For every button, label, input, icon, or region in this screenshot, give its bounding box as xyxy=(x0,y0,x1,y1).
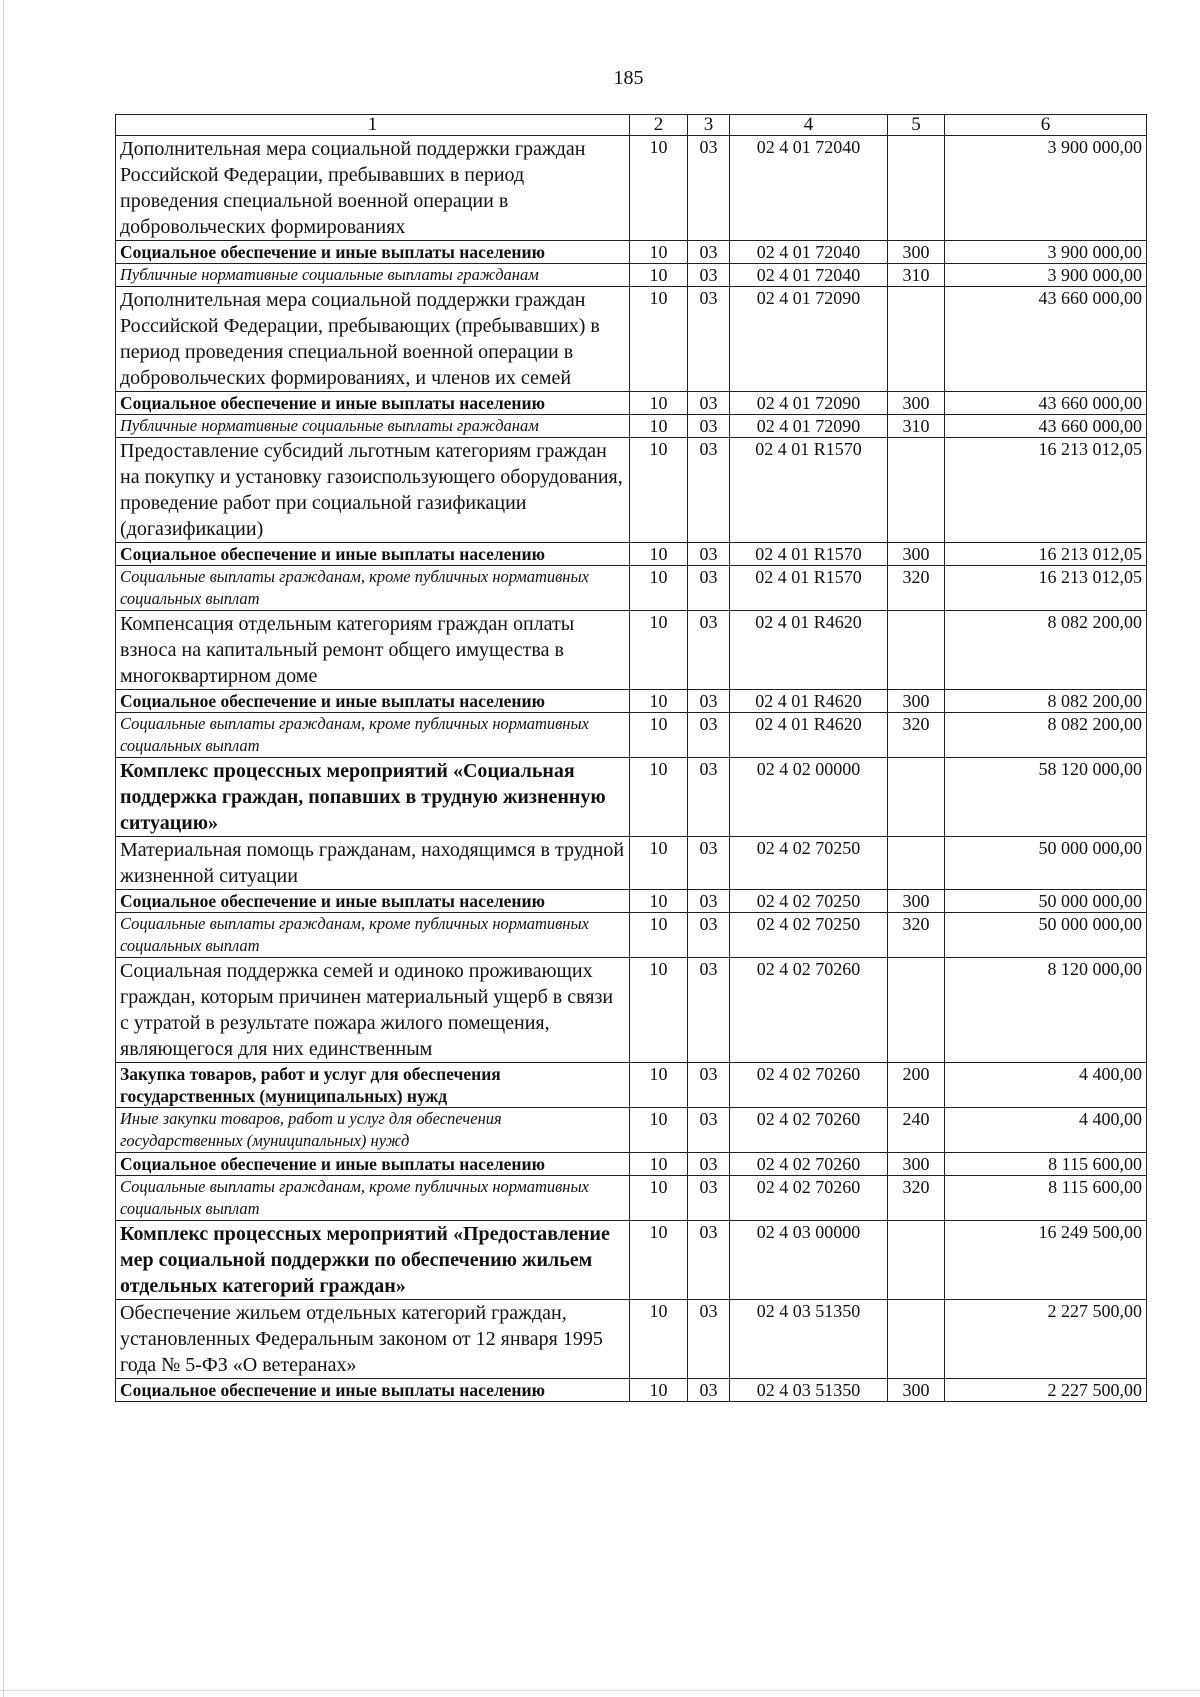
row-name-cell: Предоставление субсидий льготным категориям граждан на покупку и установку газоиспользующего оборудования, проведение работ при социальной газификации (догазификации) xyxy=(116,438,630,543)
table-row xyxy=(116,1379,1147,1402)
page-bottom-edge xyxy=(0,1690,1200,1691)
row-expense-type-cell: 240 xyxy=(888,1108,945,1153)
row-subsection-cell: 03 xyxy=(688,392,730,415)
row-target-article-cell: 02 4 01 R1570 xyxy=(730,566,888,611)
row-name-cell: Социальные выплаты гражданам, кроме публичных нормативных социальных выплат xyxy=(116,1176,630,1221)
table-row xyxy=(116,1153,1147,1176)
row-name-cell: Социальное обеспечение и иные выплаты населению xyxy=(116,392,630,415)
table-row xyxy=(116,438,1147,543)
row-expense-type-cell: 300 xyxy=(888,392,945,415)
row-expense-type-cell: 320 xyxy=(888,713,945,758)
table-row xyxy=(116,1063,1147,1108)
row-name-cell: Дополнительная мера социальной поддержки граждан Российской Федерации, пребывающих (пребывавших) в период проведения специальной военной операции в добровольческих формированиях, и членов их семей xyxy=(116,287,630,392)
row-expense-type-cell: 300 xyxy=(888,890,945,913)
row-subsection-cell: 03 xyxy=(688,264,730,287)
row-target-article-cell: 02 4 01 R1570 xyxy=(730,543,888,566)
table-row xyxy=(116,837,1147,890)
row-target-article-cell: 02 4 02 70250 xyxy=(730,890,888,913)
row-target-article-cell: 02 4 02 70260 xyxy=(730,958,888,1063)
row-section-cell: 10 xyxy=(630,1153,688,1176)
row-expense-type-cell: 320 xyxy=(888,913,945,958)
row-expense-type-cell xyxy=(888,136,945,241)
row-amount-cell: 3 900 000,00 xyxy=(945,136,1147,241)
header-col-6: 6 xyxy=(945,115,1147,136)
row-expense-type-cell xyxy=(888,1221,945,1300)
table-row xyxy=(116,713,1147,758)
row-name-cell: Социальные выплаты гражданам, кроме публичных нормативных социальных выплат xyxy=(116,913,630,958)
row-subsection-cell: 03 xyxy=(688,1063,730,1108)
row-section-cell: 10 xyxy=(630,392,688,415)
table-row xyxy=(116,264,1147,287)
row-expense-type-cell xyxy=(888,1300,945,1379)
header-col-1: 1 xyxy=(116,115,630,136)
row-expense-type-cell xyxy=(888,758,945,837)
header-row xyxy=(116,115,1147,136)
row-expense-type-cell: 300 xyxy=(888,543,945,566)
row-name-cell: Социальное обеспечение и иные выплаты населению xyxy=(116,690,630,713)
row-section-cell: 10 xyxy=(630,611,688,690)
row-target-article-cell: 02 4 02 70260 xyxy=(730,1153,888,1176)
row-target-article-cell: 02 4 02 70260 xyxy=(730,1108,888,1153)
row-amount-cell: 8 115 600,00 xyxy=(945,1176,1147,1221)
row-subsection-cell: 03 xyxy=(688,1108,730,1153)
row-amount-cell: 16 213 012,05 xyxy=(945,438,1147,543)
row-name-cell: Социальные выплаты гражданам, кроме публичных нормативных социальных выплат xyxy=(116,713,630,758)
row-section-cell: 10 xyxy=(630,543,688,566)
row-target-article-cell: 02 4 02 70250 xyxy=(730,837,888,890)
table-row xyxy=(116,611,1147,690)
row-name-cell: Дополнительная мера социальной поддержки граждан Российской Федерации, пребывавших в период проведения специальной военной операции в добровольческих формированиях xyxy=(116,136,630,241)
row-amount-cell: 43 660 000,00 xyxy=(945,287,1147,392)
row-subsection-cell: 03 xyxy=(688,438,730,543)
header-col-3: 3 xyxy=(688,115,730,136)
row-section-cell: 10 xyxy=(630,758,688,837)
row-section-cell: 10 xyxy=(630,958,688,1063)
row-subsection-cell: 03 xyxy=(688,1221,730,1300)
row-amount-cell: 8 082 200,00 xyxy=(945,611,1147,690)
table-row xyxy=(116,1300,1147,1379)
page-number: 185 xyxy=(613,67,644,89)
row-expense-type-cell: 300 xyxy=(888,1153,945,1176)
table-header xyxy=(116,115,1147,136)
row-subsection-cell: 03 xyxy=(688,287,730,392)
row-target-article-cell: 02 4 02 00000 xyxy=(730,758,888,837)
row-target-article-cell: 02 4 01 R4620 xyxy=(730,690,888,713)
row-section-cell: 10 xyxy=(630,1221,688,1300)
row-expense-type-cell: 300 xyxy=(888,241,945,264)
row-expense-type-cell xyxy=(888,837,945,890)
row-name-cell: Закупка товаров, работ и услуг для обеспечения государственных (муниципальных) нужд xyxy=(116,1063,630,1108)
row-subsection-cell: 03 xyxy=(688,1176,730,1221)
row-section-cell: 10 xyxy=(630,136,688,241)
row-target-article-cell: 02 4 02 70250 xyxy=(730,913,888,958)
row-subsection-cell: 03 xyxy=(688,566,730,611)
row-section-cell: 10 xyxy=(630,438,688,543)
row-section-cell: 10 xyxy=(630,690,688,713)
row-amount-cell: 16 249 500,00 xyxy=(945,1221,1147,1300)
row-target-article-cell: 02 4 03 51350 xyxy=(730,1379,888,1402)
row-target-article-cell: 02 4 01 72090 xyxy=(730,415,888,438)
row-amount-cell: 50 000 000,00 xyxy=(945,913,1147,958)
row-name-cell: Обеспечение жильем отдельных категорий граждан, установленных Федеральным законом от 12 января 1995 года № 5-ФЗ «О ветеранах» xyxy=(116,1300,630,1379)
row-name-cell: Социальная поддержка семей и одиноко проживающих граждан, которым причинен материальный ущерб в связи с утратой в результате пожара жилого помещения, являющегося для них единственным xyxy=(116,958,630,1063)
row-name-cell: Публичные нормативные социальные выплаты гражданам xyxy=(116,415,630,438)
row-amount-cell: 8 120 000,00 xyxy=(945,958,1147,1063)
row-section-cell: 10 xyxy=(630,415,688,438)
row-amount-cell: 3 900 000,00 xyxy=(945,264,1147,287)
row-subsection-cell: 03 xyxy=(688,1153,730,1176)
row-amount-cell: 16 213 012,05 xyxy=(945,543,1147,566)
row-amount-cell: 2 227 500,00 xyxy=(945,1300,1147,1379)
row-expense-type-cell: 320 xyxy=(888,1176,945,1221)
table-row xyxy=(116,1176,1147,1221)
table-row xyxy=(116,415,1147,438)
row-amount-cell: 50 000 000,00 xyxy=(945,837,1147,890)
row-name-cell: Социальное обеспечение и иные выплаты населению xyxy=(116,1379,630,1402)
row-name-cell: Социальное обеспечение и иные выплаты населению xyxy=(116,1153,630,1176)
row-section-cell: 10 xyxy=(630,1108,688,1153)
row-target-article-cell: 02 4 01 72090 xyxy=(730,392,888,415)
row-expense-type-cell: 300 xyxy=(888,690,945,713)
row-section-cell: 10 xyxy=(630,264,688,287)
row-section-cell: 10 xyxy=(630,713,688,758)
row-target-article-cell: 02 4 03 51350 xyxy=(730,1300,888,1379)
row-section-cell: 10 xyxy=(630,241,688,264)
row-subsection-cell: 03 xyxy=(688,837,730,890)
table-row xyxy=(116,1221,1147,1300)
row-amount-cell: 43 660 000,00 xyxy=(945,392,1147,415)
row-target-article-cell: 02 4 01 72040 xyxy=(730,264,888,287)
row-name-cell: Комплекс процессных мероприятий «Социальная поддержка граждан, попавших в трудную жизненную ситуацию» xyxy=(116,758,630,837)
table-row xyxy=(116,913,1147,958)
row-name-cell: Публичные нормативные социальные выплаты гражданам xyxy=(116,264,630,287)
row-amount-cell: 58 120 000,00 xyxy=(945,758,1147,837)
table-row xyxy=(116,690,1147,713)
row-expense-type-cell xyxy=(888,958,945,1063)
row-section-cell: 10 xyxy=(630,1063,688,1108)
row-section-cell: 10 xyxy=(630,566,688,611)
row-expense-type-cell: 320 xyxy=(888,566,945,611)
row-amount-cell: 8 082 200,00 xyxy=(945,690,1147,713)
row-name-cell: Комплекс процессных мероприятий «Предоставление мер социальной поддержки по обеспечению жильем отдельных категорий граждан» xyxy=(116,1221,630,1300)
row-subsection-cell: 03 xyxy=(688,1300,730,1379)
row-amount-cell: 50 000 000,00 xyxy=(945,890,1147,913)
table-row xyxy=(116,890,1147,913)
row-target-article-cell: 02 4 03 00000 xyxy=(730,1221,888,1300)
row-section-cell: 10 xyxy=(630,837,688,890)
table-row xyxy=(116,566,1147,611)
row-subsection-cell: 03 xyxy=(688,958,730,1063)
table-row xyxy=(116,758,1147,837)
row-target-article-cell: 02 4 01 72040 xyxy=(730,136,888,241)
row-subsection-cell: 03 xyxy=(688,611,730,690)
row-subsection-cell: 03 xyxy=(688,136,730,241)
table-row xyxy=(116,1108,1147,1153)
row-target-article-cell: 02 4 02 70260 xyxy=(730,1176,888,1221)
table-row xyxy=(116,958,1147,1063)
row-subsection-cell: 03 xyxy=(688,690,730,713)
row-subsection-cell: 03 xyxy=(688,713,730,758)
row-amount-cell: 43 660 000,00 xyxy=(945,415,1147,438)
row-amount-cell: 2 227 500,00 xyxy=(945,1379,1147,1402)
row-name-cell: Социальное обеспечение и иные выплаты населению xyxy=(116,890,630,913)
row-target-article-cell: 02 4 01 R4620 xyxy=(730,611,888,690)
row-subsection-cell: 03 xyxy=(688,758,730,837)
row-target-article-cell: 02 4 01 R4620 xyxy=(730,713,888,758)
row-expense-type-cell: 200 xyxy=(888,1063,945,1108)
page-left-edge xyxy=(3,0,4,1697)
row-target-article-cell: 02 4 01 72040 xyxy=(730,241,888,264)
row-name-cell: Социальные выплаты гражданам, кроме публичных нормативных социальных выплат xyxy=(116,566,630,611)
row-section-cell: 10 xyxy=(630,287,688,392)
row-name-cell: Иные закупки товаров, работ и услуг для обеспечения государственных (муниципальных) нужд xyxy=(116,1108,630,1153)
row-name-cell: Компенсация отдельным категориям граждан оплаты взноса на капитальный ремонт общего имущества в многоквартирном доме xyxy=(116,611,630,690)
table-row xyxy=(116,392,1147,415)
row-subsection-cell: 03 xyxy=(688,241,730,264)
table-body xyxy=(116,136,1147,1402)
row-subsection-cell: 03 xyxy=(688,913,730,958)
row-section-cell: 10 xyxy=(630,913,688,958)
row-amount-cell: 3 900 000,00 xyxy=(945,241,1147,264)
row-section-cell: 10 xyxy=(630,1176,688,1221)
row-name-cell: Социальное обеспечение и иные выплаты населению xyxy=(116,543,630,566)
table-row xyxy=(116,287,1147,392)
table-row xyxy=(116,543,1147,566)
row-section-cell: 10 xyxy=(630,890,688,913)
row-subsection-cell: 03 xyxy=(688,890,730,913)
row-amount-cell: 8 115 600,00 xyxy=(945,1153,1147,1176)
row-target-article-cell: 02 4 01 72090 xyxy=(730,287,888,392)
table-row xyxy=(116,136,1147,241)
row-subsection-cell: 03 xyxy=(688,1379,730,1402)
row-amount-cell: 4 400,00 xyxy=(945,1108,1147,1153)
row-expense-type-cell xyxy=(888,287,945,392)
row-expense-type-cell xyxy=(888,611,945,690)
row-expense-type-cell xyxy=(888,438,945,543)
header-col-2: 2 xyxy=(630,115,688,136)
row-expense-type-cell: 300 xyxy=(888,1379,945,1402)
row-name-cell: Социальное обеспечение и иные выплаты населению xyxy=(116,241,630,264)
row-amount-cell: 4 400,00 xyxy=(945,1063,1147,1108)
row-amount-cell: 16 213 012,05 xyxy=(945,566,1147,611)
budget-table xyxy=(115,114,1147,1402)
header-col-4: 4 xyxy=(730,115,888,136)
row-expense-type-cell: 310 xyxy=(888,415,945,438)
table-row xyxy=(116,241,1147,264)
row-name-cell: Материальная помощь гражданам, находящимся в трудной жизненной ситуации xyxy=(116,837,630,890)
row-target-article-cell: 02 4 01 R1570 xyxy=(730,438,888,543)
row-subsection-cell: 03 xyxy=(688,415,730,438)
row-section-cell: 10 xyxy=(630,1300,688,1379)
row-target-article-cell: 02 4 02 70260 xyxy=(730,1063,888,1108)
row-subsection-cell: 03 xyxy=(688,543,730,566)
row-amount-cell: 8 082 200,00 xyxy=(945,713,1147,758)
header-col-5: 5 xyxy=(888,115,945,136)
row-expense-type-cell: 310 xyxy=(888,264,945,287)
row-section-cell: 10 xyxy=(630,1379,688,1402)
